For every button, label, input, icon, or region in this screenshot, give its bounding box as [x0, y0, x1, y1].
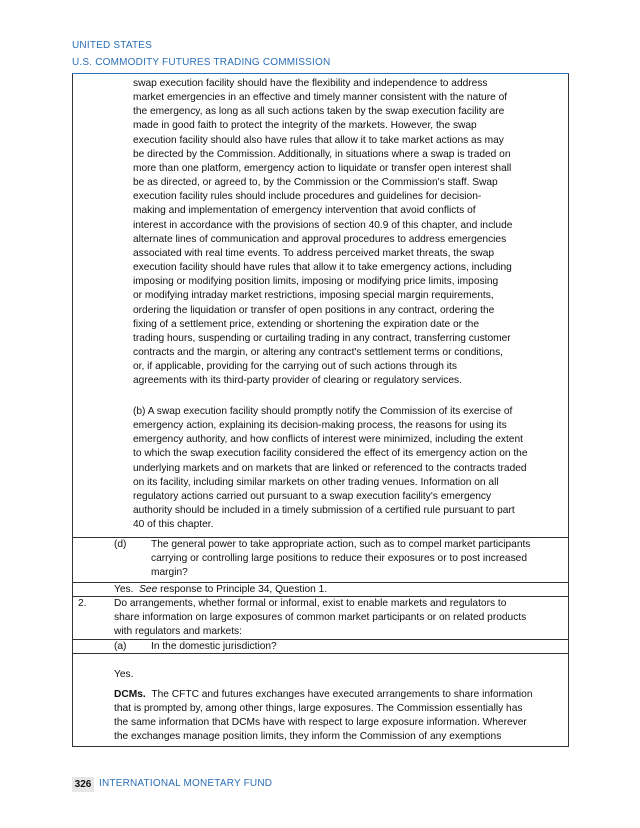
text-line: agreements with its third-party provider of clearing or regulatory services. — [133, 375, 462, 387]
footer-publisher: INTERNATIONAL MONETARY FUND — [99, 778, 273, 789]
text-line: associated with real time events. To address perceived market threats, the swap — [133, 247, 495, 259]
answer-a-yes: Yes. — [114, 669, 134, 680]
question-a-text: In the domestic jurisdiction? — [151, 641, 277, 652]
see-reference: See — [139, 584, 158, 595]
text-line: the exchanges manage position limits, they inform the Commission of any exemptions — [114, 731, 502, 743]
text-line: regulatory actions carried out pursuant to a swap execution facility's emergency — [133, 490, 492, 502]
text-line: or, if applicable, providing for the carrying out of such actions through its — [133, 361, 457, 373]
answer-d — [114, 583, 327, 597]
question-2-number: 2. — [78, 598, 87, 609]
text-line: (b) A swap execution facility should promptly notify the Commission of its exercise of — [133, 406, 513, 417]
assessment-table — [72, 74, 569, 747]
text-line: the same information that DCMs have with respect to large exposure information. Wherever — [114, 717, 527, 729]
question-2-text — [114, 597, 564, 639]
question-a-label: (a) — [114, 641, 127, 652]
text-line: more than one platform, emergency action to liquidate or transfer open interest shall — [133, 162, 512, 174]
text-line: contracts and the margin, or altering any contract's settlement terms or conditions, — [133, 346, 503, 358]
text-line: imposing or modifying position limits, imposing or modifying price limits, imposing — [133, 276, 499, 288]
question-d-label: (d) — [114, 539, 127, 550]
table-border-bottom — [72, 746, 569, 747]
rule-text-continued — [133, 77, 553, 388]
text-line: ordering the liquidation or transfer of open positions in any contract, ordering the — [133, 304, 495, 316]
row-divider — [72, 653, 569, 654]
rule-text-b — [133, 405, 563, 532]
question-d-text — [151, 538, 563, 580]
text-line: that is prompted by, among other things, large exposures. The Commission essentially has — [114, 703, 523, 715]
running-header-country: UNITED STATES — [72, 40, 153, 51]
text-line: 40 of this chapter. — [133, 519, 214, 531]
text-line: interest in accordance with the provisions of section 40.9 of this chapter, and include — [133, 219, 513, 231]
text-line: margin? — [151, 567, 188, 579]
text-line: execution facility rules should include procedures and guidelines for decision- — [133, 191, 482, 203]
text-line: making and implementation of emergency intervention that avoid conflicts of — [133, 205, 476, 217]
text-line: swap execution facility should have the flexibility and independence to address — [133, 78, 488, 89]
text-line: market emergencies in an effective and timely manner consistent with the nature of — [133, 92, 508, 104]
text-line: fixing of a settlement price, extending or shortening the expiration date or the — [133, 318, 480, 330]
text-line: be as directed, or agreed to, by the Commission or the Commission's staff. Swap — [133, 177, 498, 189]
text-line: alternate lines of communication and approval procedures to address emergencies — [133, 233, 507, 245]
text-line: emergency authority, and how conflicts of interest were minimized, including the extent — [133, 434, 523, 446]
table-border-left — [72, 74, 73, 747]
text-line: to which the swap execution facility considered the effect of its emergency action on the — [133, 448, 528, 460]
table-border-right — [568, 74, 569, 747]
running-header-agency: U.S. COMMODITY FUTURES TRADING COMMISSION — [72, 57, 331, 68]
answer-reference: response to Principle 34, Question 1. — [160, 584, 328, 595]
text-line: authority should be included in a timely submission of a certified rule pursuant to part — [133, 505, 515, 517]
text-line: share information on large exposures of common market participants or on related products — [114, 612, 527, 624]
text-line: execution facility should have rules that allow it to take emergency actions, including — [133, 262, 512, 274]
text-line: be directed by the Commission. Additionally, in situations where a swap is traded on — [133, 148, 511, 160]
text-line: on its facility, including similar markets on other trading venues. Information on all — [133, 476, 499, 488]
text-line: emergency action, explaining its decision-making process, the reasons for using its — [133, 420, 507, 432]
text-line: made in good faith to protect the integrity of the markets. However, the swap — [133, 120, 477, 132]
text-line: execution facility should also have rules that allow it to take market actions as may — [133, 134, 504, 146]
text-line: The CFTC and futures exchanges have executed arrangements to share information — [151, 689, 533, 700]
text-line: trading hours, suspending or curtailing trading in any contract, transferring customer — [133, 332, 511, 344]
text-line: Do arrangements, whether formal or informal, exist to enable markets and regulators to — [114, 598, 507, 609]
text-line: or modifying intraday market restrictions, imposing special margin requirements, — [133, 290, 494, 302]
text-line: underlying markets and on markets that are linked or referenced to the contracts traded — [133, 462, 527, 474]
answer-a-dcms — [114, 688, 564, 745]
page-number: 326 — [72, 777, 94, 792]
dcms-label: DCMs. — [114, 689, 146, 700]
text-line: with regulators and markets: — [114, 626, 242, 638]
answer-yes: Yes. — [114, 584, 134, 595]
text-line: The general power to take appropriate action, such as to compel market participants — [151, 539, 531, 550]
text-line: the emergency, as long as all such actions taken by the swap execution facility are — [133, 106, 505, 118]
text-line: carrying or controlling large positions to reduce their exposures or to post increased — [151, 553, 528, 565]
